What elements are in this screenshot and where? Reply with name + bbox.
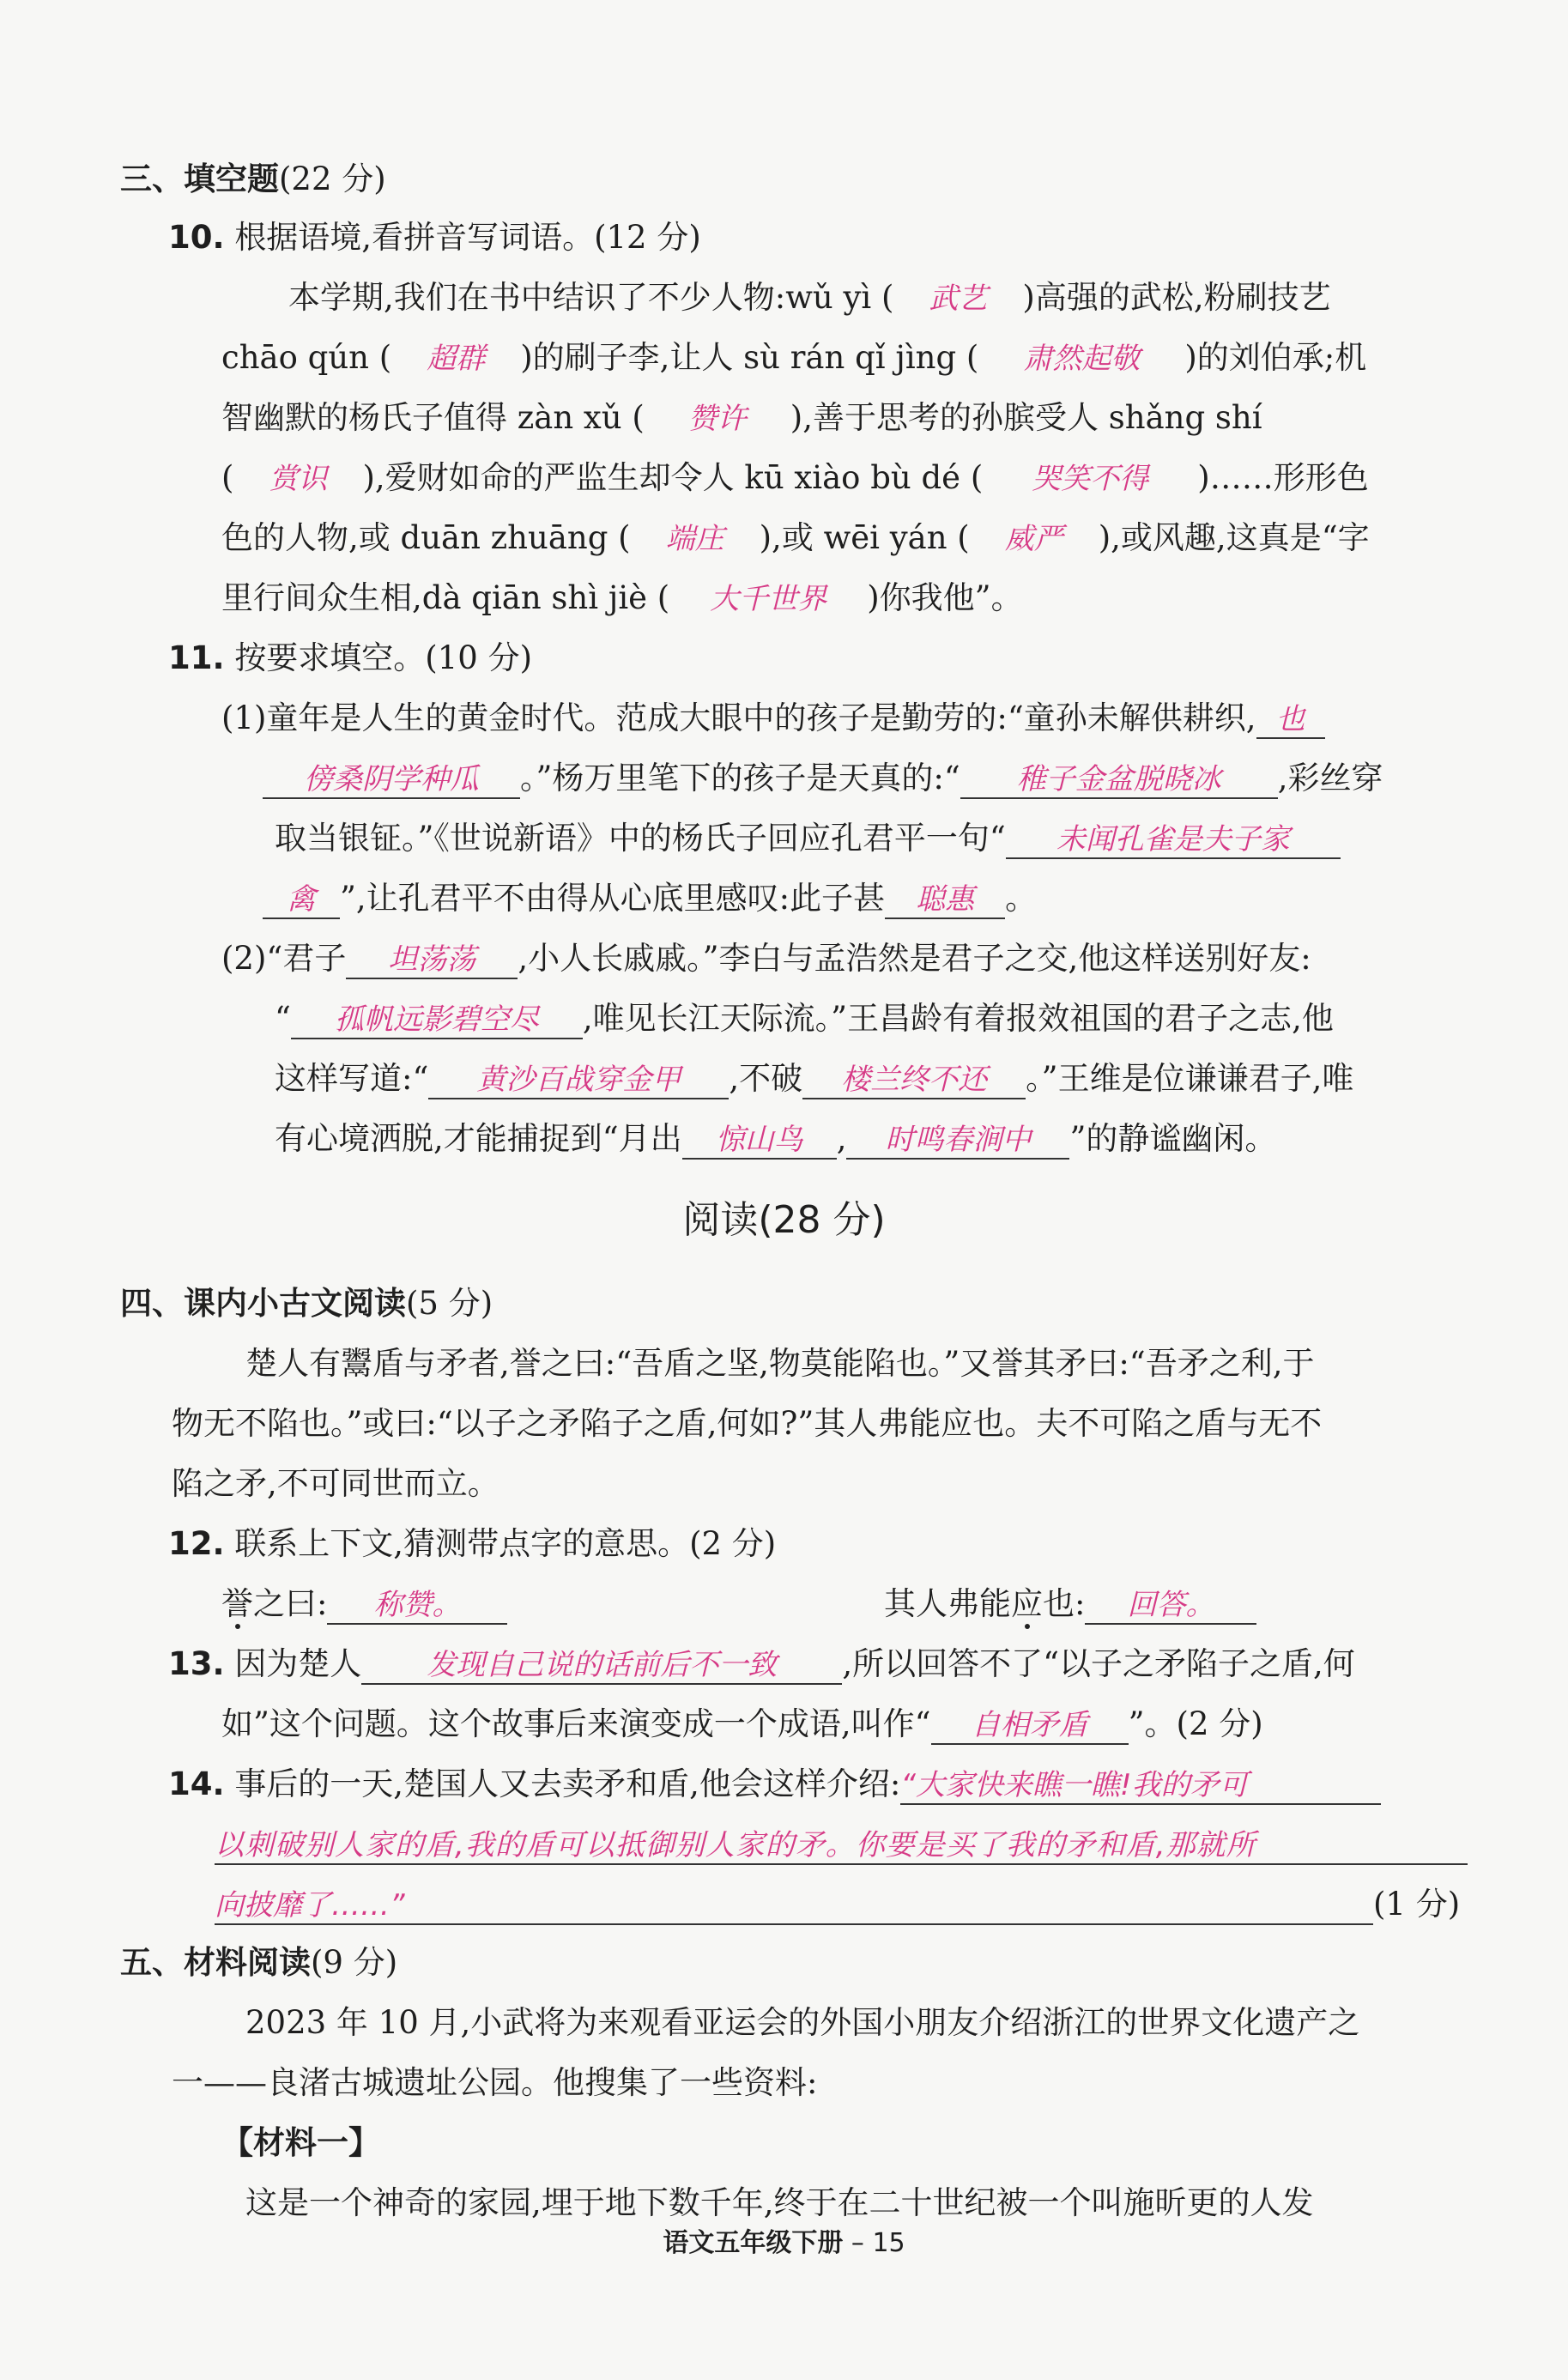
- answer-blank[interactable]: 禽: [263, 881, 340, 919]
- section-score: (22 分): [279, 160, 386, 197]
- answer-blank[interactable]: “大家快来瞧一瞧!我的矛可: [900, 1767, 1381, 1805]
- question-number: 12.: [168, 1525, 225, 1562]
- answer-blank[interactable]: 未闻孔雀是夫子家: [1006, 821, 1341, 859]
- question-number: 10.: [168, 219, 225, 256]
- text: 也:: [1043, 1585, 1086, 1622]
- text: (1)童年是人生的黄金时代。范成大眼中的孩子是勤劳的:“童孙未解供耕织,: [221, 699, 1256, 736]
- text: ”。(2 分): [1128, 1705, 1263, 1742]
- answer-blank[interactable]: 发现自己说的话前后不一致: [361, 1647, 842, 1685]
- text: 有心境洒脱,才能捕捉到“月出: [275, 1120, 682, 1157]
- question-14-line-2: [215, 1825, 1468, 1865]
- answer-blank[interactable]: 武艺: [929, 282, 988, 316]
- answer-blank[interactable]: 赏识: [269, 462, 328, 496]
- q10-line-2: [221, 338, 1366, 378]
- answer-blank[interactable]: 也: [1256, 701, 1325, 739]
- text: 其人弗能: [884, 1585, 1011, 1622]
- text: 因为楚人: [234, 1645, 362, 1682]
- text: ),或 wēi yán (: [759, 519, 970, 556]
- answer-blank[interactable]: 称赞。: [327, 1587, 507, 1625]
- text: ,: [836, 1120, 847, 1157]
- q11-line-8: [275, 1119, 1276, 1160]
- question-text: 根据语境,看拼音写词语。(12 分): [234, 219, 701, 256]
- q12-right: [884, 1584, 1256, 1625]
- question-11: [168, 639, 532, 678]
- answer-blank[interactable]: 哭笑不得: [1032, 462, 1149, 496]
- text: )你我他”。: [867, 579, 1023, 616]
- answer-blank[interactable]: 傍桑阴学种瓜: [263, 761, 520, 799]
- q10-line-4: [221, 458, 1369, 499]
- q11-line-4: [263, 879, 1037, 919]
- answer-blank[interactable]: 黄沙百战穿金甲: [428, 1062, 729, 1099]
- text: )……形形色: [1197, 459, 1369, 496]
- question-text: 按要求填空。(10 分): [234, 639, 533, 676]
- section-title: 五、材料阅读: [120, 1944, 311, 1981]
- text: 智幽默的杨氏子值得 zàn xǔ (: [221, 399, 645, 436]
- section-title: 三、填空题: [120, 160, 279, 197]
- text: )高强的武松,粉刷技艺: [1022, 279, 1331, 316]
- section-score: (5 分): [406, 1285, 493, 1322]
- text: (: [221, 459, 234, 496]
- question-14-line-1: [168, 1765, 1381, 1805]
- answer-blank[interactable]: 回答。: [1085, 1587, 1256, 1625]
- question-13-line-1: [168, 1644, 1355, 1685]
- text: 取当银钲。”《世说新语》中的杨氏子回应孔君平一句“: [275, 820, 1006, 857]
- text: 之曰:: [253, 1585, 328, 1622]
- question-13-line-2: [221, 1705, 1263, 1745]
- text: 如”这个问题。这个故事后来演变成一个成语,叫作“: [221, 1705, 931, 1742]
- text: chāo qún (: [221, 339, 392, 376]
- question-score: (1 分): [1373, 1886, 1461, 1923]
- question-number: 13.: [168, 1645, 225, 1682]
- answer-blank[interactable]: 聪惠: [885, 881, 1005, 919]
- q11-line-6: [275, 999, 1334, 1039]
- answer-blank[interactable]: 稚子金盆脱晓冰: [960, 761, 1278, 799]
- section-5-heading: [120, 1943, 397, 1983]
- answer-blank[interactable]: 孤帆远影碧空尽: [291, 1002, 583, 1039]
- text: ),或风趣,这真是“字: [1098, 519, 1370, 556]
- q10-line-5: [221, 518, 1370, 559]
- answer-blank[interactable]: 坦荡荡: [346, 942, 518, 979]
- text: ,彩丝穿: [1277, 760, 1383, 796]
- text: 这样写道:“: [275, 1060, 429, 1097]
- answer-blank[interactable]: 威严: [1004, 522, 1063, 556]
- answer-blank[interactable]: 自相矛盾: [931, 1707, 1129, 1745]
- q11-line-2: [263, 759, 1383, 799]
- q11-line-7: [275, 1059, 1353, 1099]
- q10-line-1: [288, 278, 1331, 318]
- answer-blank[interactable]: 惊山鸟: [682, 1122, 837, 1160]
- q12-left: [221, 1584, 507, 1625]
- text: 事后的一天,楚国人又去卖矛和盾,他会这样介绍:: [234, 1765, 901, 1802]
- q11-line-5: [221, 939, 1311, 979]
- passage-line-2: 物无不陷也。”或曰:“以子之矛陷子之盾,何如?”其人弗能应也。夫不可陷之盾与无不: [172, 1405, 1323, 1442]
- text: ),爱财如命的严监生却令人 kū xiào bù dé (: [362, 459, 984, 496]
- q10-line-6: [221, 578, 1023, 619]
- answer-blank[interactable]: 以刺破别人家的盾,我的盾可以抵御别人家的矛。你要是买了我的矛和盾,那就所: [215, 1827, 1468, 1865]
- text: 本学期,我们在书中结识了不少人物:wǔ yì (: [288, 279, 894, 316]
- text: ,所以回答不了“以子之矛陷子之盾,何: [842, 1645, 1355, 1682]
- reading-title: 阅读(28 分): [682, 1198, 886, 1242]
- answer-blank[interactable]: 超群: [427, 342, 486, 376]
- material-intro-2: 一——良渚古城遗址公园。他搜集了一些资料:: [172, 2064, 818, 2101]
- q11-line-1: [221, 699, 1325, 739]
- book-title: 语文五年级下册: [663, 2228, 844, 2258]
- text: )的刘伯承;机: [1184, 339, 1367, 376]
- question-number: 14.: [168, 1765, 225, 1802]
- answer-blank[interactable]: 时鸣春涧中: [846, 1122, 1069, 1160]
- passage-line-1: 楚人有鬻盾与矛者,誉之曰:“吾盾之坚,物莫能陷也。”又誉其矛曰:“吾矛之利,于: [245, 1345, 1315, 1382]
- answer-blank[interactable]: 肃然起敬: [1023, 342, 1141, 376]
- section-3-heading: [120, 160, 386, 199]
- question-10: [168, 218, 701, 257]
- q10-line-3: [221, 398, 1262, 439]
- text: 色的人物,或 duān zhuāng (: [221, 519, 631, 556]
- text: 里行间众生相,dà qiān shì jiè (: [221, 579, 670, 616]
- section-title: 四、课内小古文阅读: [120, 1285, 406, 1322]
- q11-line-3: [275, 819, 1341, 859]
- text: 。”杨万里笔下的孩子是天真的:“: [520, 760, 960, 796]
- page-footer: [0, 2221, 1568, 2259]
- material-label: 【材料一】: [221, 2124, 380, 2161]
- answer-blank[interactable]: 赞许: [687, 402, 747, 436]
- section-4-heading: [120, 1284, 493, 1323]
- dotted-char: 应: [1011, 1585, 1043, 1622]
- question-number: 11.: [168, 639, 225, 676]
- question-text: 联系上下文,猜测带点字的意思。(2 分): [234, 1525, 777, 1562]
- text: 。”王维是位谦谦君子,唯: [1026, 1060, 1354, 1097]
- passage-line-3: 陷之矛,不可同世而立。: [172, 1465, 499, 1502]
- page-number: – 15: [851, 2228, 905, 2258]
- text: ”的静谧幽闲。: [1069, 1120, 1277, 1157]
- text: ,唯见长江天际流。”王昌龄有着报效祖国的君子之志,他: [582, 1000, 1334, 1037]
- text: (2)“君子: [221, 940, 347, 977]
- section-score: (9 分): [311, 1944, 398, 1981]
- answer-blank[interactable]: 大千世界: [710, 582, 827, 616]
- dotted-char: 誉: [221, 1585, 253, 1622]
- answer-blank[interactable]: 楼兰终不还: [802, 1062, 1026, 1099]
- text: “: [275, 1000, 291, 1037]
- material-intro-1: 2023 年 10 月,小武将为来观看亚运会的外国小朋友介绍浙江的世界文化遗产之: [245, 2004, 1360, 2041]
- material-text-1: 这是一个神奇的家园,埋于地下数千年,终于在二十世纪被一个叫施昕更的人发: [245, 2184, 1314, 2221]
- text: )的刷子李,让人 sù rán qǐ jìng (: [520, 339, 979, 376]
- answer-blank[interactable]: 端庄: [665, 522, 724, 556]
- text: 。: [1005, 880, 1038, 917]
- text: ),善于思考的孙膑受人 shǎng shí: [790, 399, 1262, 436]
- question-12: [168, 1524, 776, 1564]
- text: ,小人长戚戚。”李白与孟浩然是君子之交,他这样送别好友:: [518, 940, 1311, 977]
- text: ”,让孔君平不由得从心底里感叹:此子甚: [340, 880, 886, 917]
- answer-blank[interactable]: 向披靡了……”: [215, 1887, 1373, 1925]
- question-14-line-3: [215, 1885, 1460, 1925]
- text: ,不破: [729, 1060, 803, 1097]
